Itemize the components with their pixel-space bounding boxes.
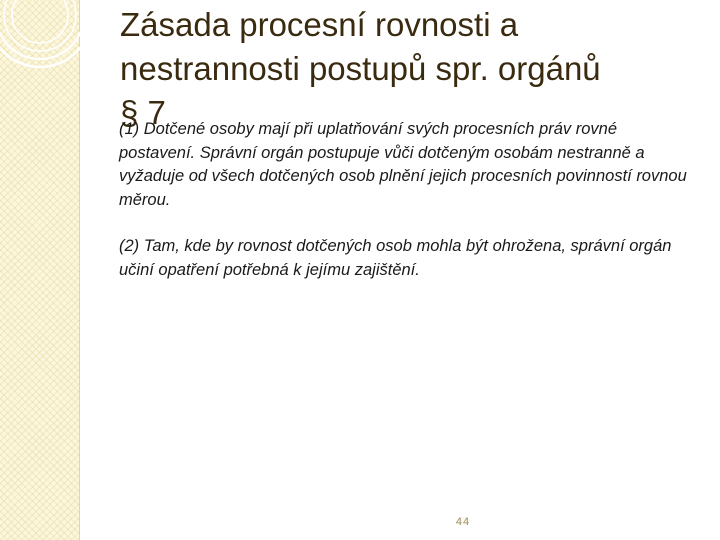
title-line-1: Zásada procesní rovnosti a xyxy=(120,6,519,43)
decorative-rings-icon xyxy=(0,0,100,105)
slide-body xyxy=(119,118,694,282)
title-line-3: § 7 xyxy=(120,94,166,131)
title-line-2: nestrannosti postupů spr. orgánů xyxy=(120,50,601,87)
paragraph-1: (1) Dotčené osoby mají při uplatňování svých procesních práv rovné postavení. Správní orgán postupuje vůči dotčeným osobám nestranně a vyžaduje od všech dotčených osob plnění jejich procesních povinností rovnou měrou. xyxy=(119,120,687,209)
paragraph-2: (2) Tam, kde by rovnost dotčených osob mohla být ohrožena, správní orgán učiní opatření potřebná k jejímu zajištění. xyxy=(119,237,672,279)
page-number: 44 xyxy=(455,516,471,528)
slide-title xyxy=(120,3,710,135)
